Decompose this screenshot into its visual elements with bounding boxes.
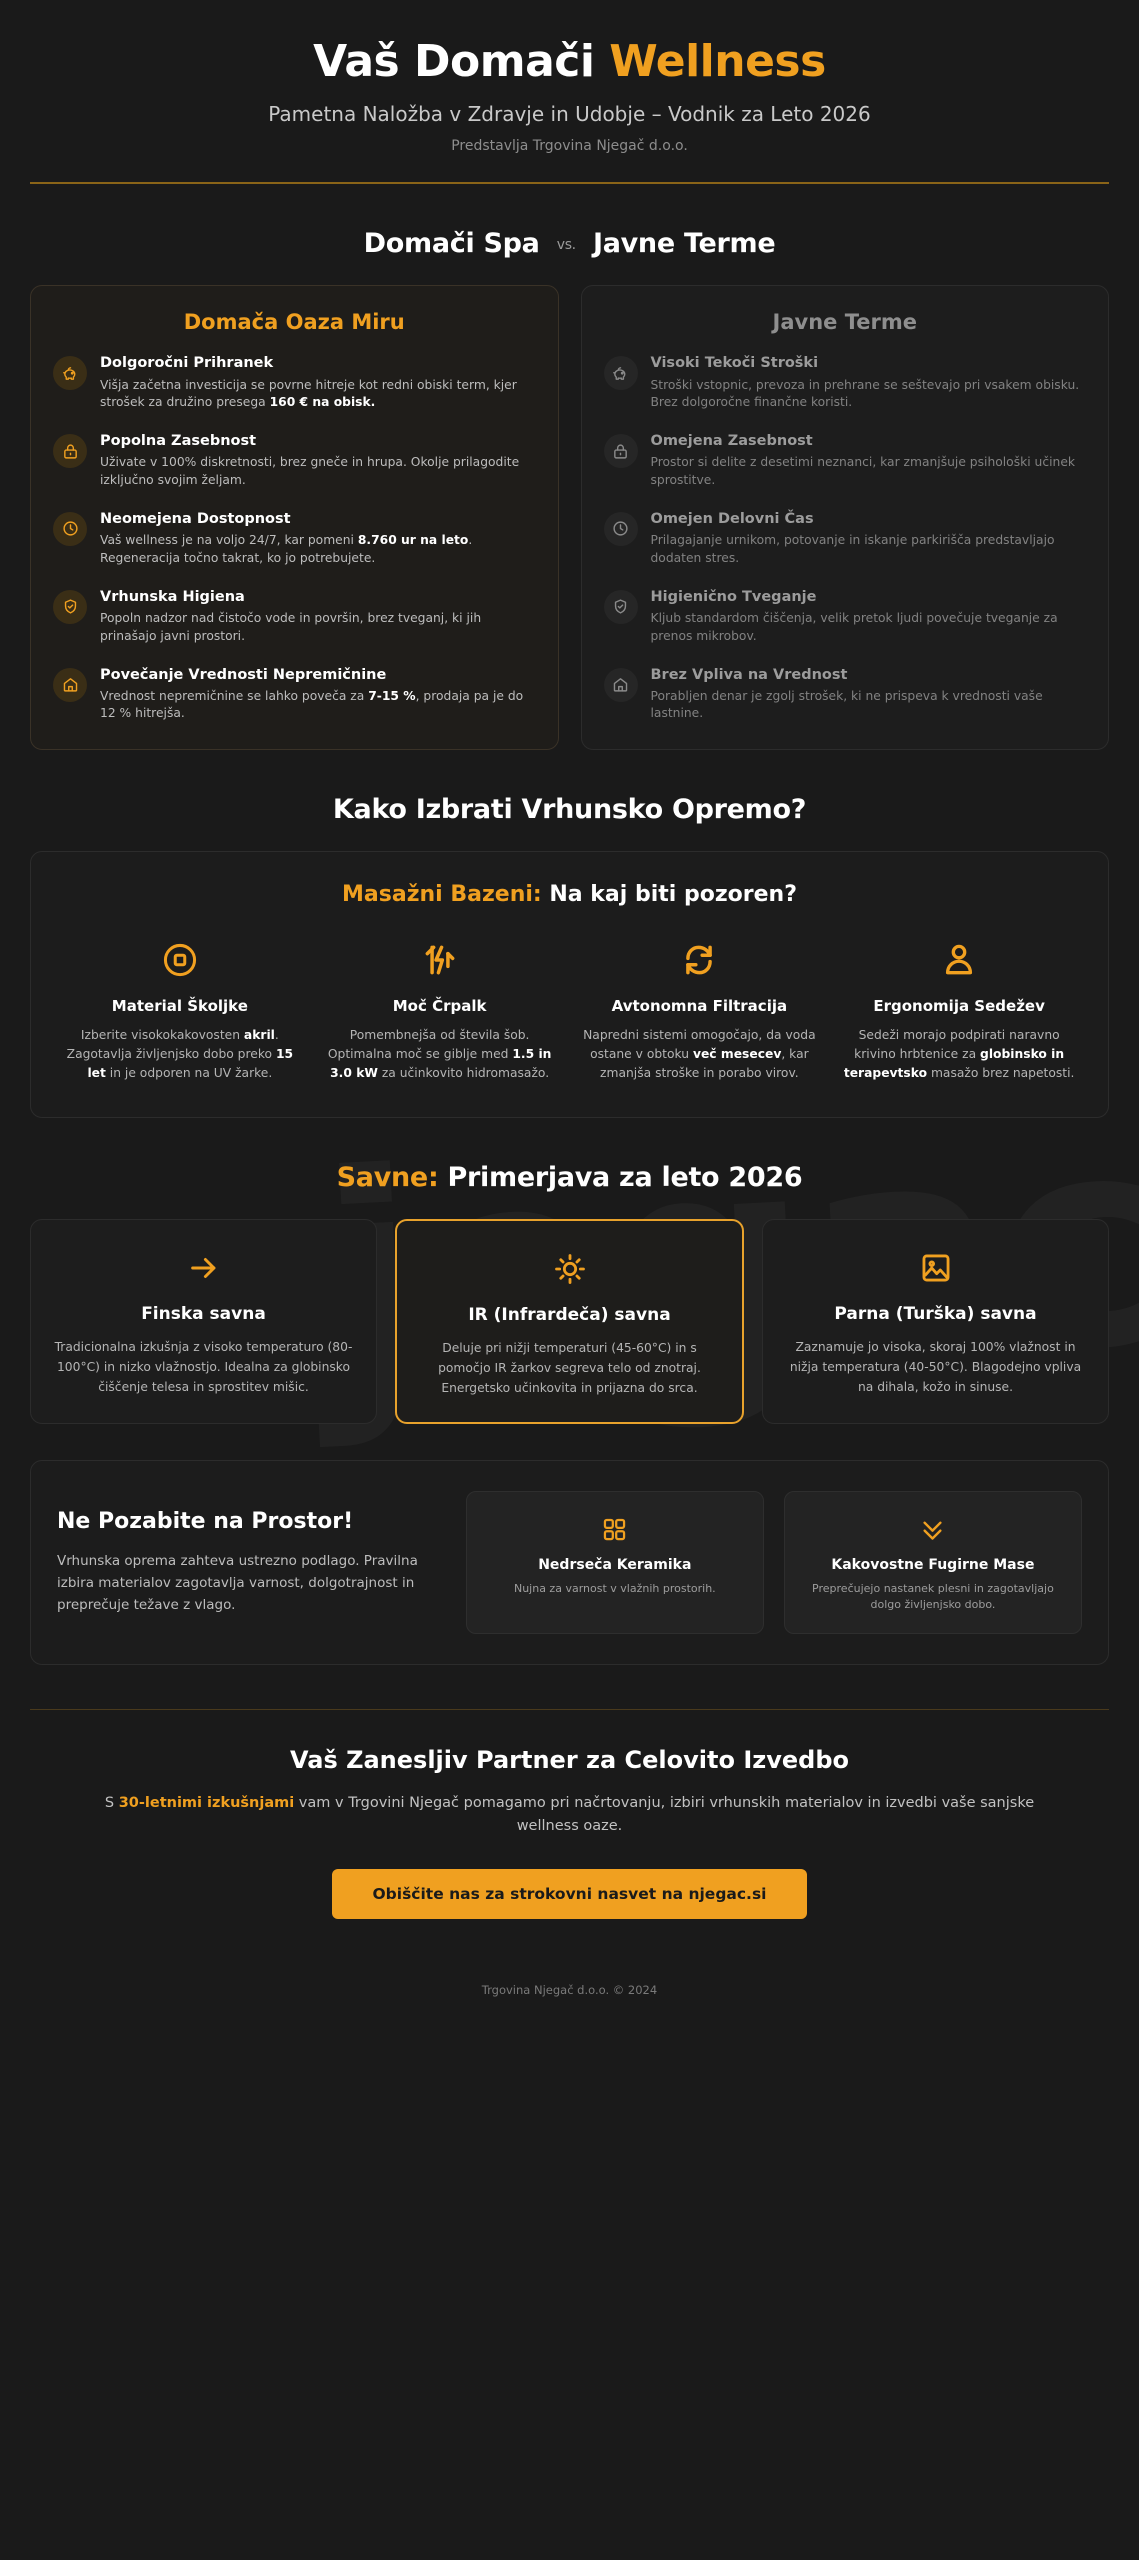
sauna-card-infrared[interactable]: [395, 1219, 744, 1424]
clock-icon: [604, 512, 638, 546]
list-item-title: Brez Vpliva na Vrednost: [650, 666, 848, 683]
desc-part-2: za učinkovito hidromasažo.: [377, 1066, 550, 1081]
sauna-title: Finska savna: [141, 1304, 266, 1325]
feature-filtration: [577, 937, 823, 1083]
list-item-title: Neomejena Dostopnost: [100, 510, 291, 527]
list-item-title: Dolgoročni Prihranek: [100, 355, 274, 372]
desc-part-2: masažo brez napetosti.: [927, 1066, 1075, 1081]
compare-heading: [30, 228, 1109, 259]
sauna-row: [30, 1219, 1109, 1424]
desc-part-1: Pomembnejša od števila šob. Optimalna moč se giblje med: [327, 1028, 530, 1062]
list-item-desc: Porabljen denar je zgolj strošek, ki ne prispeva k vrednosti vaše lastnine.: [650, 688, 1043, 721]
list-item-title: Vrhunska Higiena: [100, 588, 245, 605]
desc-bold: 8.760 ur na leto: [357, 533, 469, 548]
power-bolt-icon: [323, 937, 557, 983]
compare-heading-left: Domači Spa: [363, 228, 540, 260]
space-panel: [30, 1460, 1109, 1665]
shield-check-icon: [604, 590, 638, 624]
list-item-title: Omejen Delovni Čas: [650, 510, 814, 527]
sauna-heading-accent: Savne:: [336, 1162, 439, 1194]
refresh-cycle-icon: [583, 937, 817, 983]
feature-title: Material Školjke: [111, 997, 248, 1016]
list-item: [604, 588, 1087, 646]
desc-bold-1: globinsko in terapevtsko: [843, 1047, 1065, 1081]
piggy-bank-icon: [53, 356, 87, 390]
desc-part-1: Napredni sistemi omogočajo, da voda ostane v obtoku: [583, 1028, 816, 1062]
list-item: [53, 432, 536, 490]
footer-lead: [90, 1792, 1049, 1838]
space-title: Ne Pozabite na Prostor!: [57, 1508, 354, 1534]
home-icon: [53, 668, 87, 702]
desc-part-3: in je odporen na UV žarke.: [105, 1066, 273, 1081]
list-item-desc: [100, 688, 536, 724]
material-square-circle-icon: [63, 937, 297, 983]
desc-bold-1: več mesecev: [692, 1047, 782, 1062]
feature-title: Moč Črpalk: [392, 997, 487, 1016]
grid-tiles-icon: [481, 1512, 749, 1546]
space-desc: Vrhunska oprema zahteva ustrezno podlago. Pravilna izbira materialov zagotavlja varnost, dolgotrajnost in preprečuje težave z vlago.: [57, 1552, 418, 1614]
lock-icon: [604, 434, 638, 468]
hero-presenter: Predstavlja Trgovina Njegač d.o.o.: [451, 138, 688, 155]
image-picture-icon: [783, 1246, 1088, 1290]
list-item-title: Visoki Tekoči Stroški: [650, 355, 819, 372]
piggy-bank-icon: [604, 356, 638, 390]
list-item-desc: [100, 377, 536, 413]
feature-desc: [63, 1026, 297, 1083]
clock-icon: [53, 512, 87, 546]
sauna-desc: Tradicionalna izkušnja z visoko temperaturo (80-100°C) in nizko vlažnostjo. Idealna za globinsko čiščenje telesa in sprostitev mišic.: [54, 1340, 353, 1394]
panel-title-accent: Masažni Bazeni:: [342, 882, 542, 908]
lock-icon: [53, 434, 87, 468]
user-person-icon: [842, 937, 1076, 983]
feature-ergonomics: [836, 937, 1082, 1083]
feature-title: Avtonomna Filtracija: [611, 997, 788, 1016]
feature-desc: [842, 1026, 1076, 1083]
comparison-card-title: Javne Terme: [772, 310, 917, 335]
desc-part-2: , kar zmanjša stroške in porabo virov.: [600, 1047, 809, 1081]
equipment-heading: Kako Izbrati Vrhunsko Opremo?: [332, 794, 807, 826]
feature-desc: [583, 1026, 817, 1083]
hero-subtitle: Pametna Naložba v Zdravje in Udobje – Vodnik za Leto 2026: [268, 102, 871, 127]
mini-card-title: Nedrseča Keramika: [538, 1557, 692, 1574]
hero-divider: [30, 182, 1109, 184]
footer-lead-bold: 30-letnimi izkušnjami: [118, 1795, 295, 1812]
mini-card-ceramic: [466, 1491, 764, 1634]
list-item: [53, 354, 536, 412]
list-item-desc: [100, 610, 536, 646]
list-item-desc: [100, 454, 536, 490]
desc-part-1: Sedeži morajo podpirati naravno krivino hrbtenice za: [854, 1028, 1060, 1062]
list-item-title: Higienično Tveganje: [650, 588, 817, 605]
list-item-desc: Prostor si delite z desetimi neznanci, kar zmanjšuje psihološki učinek sprostitve.: [650, 455, 1076, 488]
comparison-card-title: Domača Oaza Miru: [183, 310, 405, 335]
sauna-title: Parna (Turška) savna: [834, 1304, 1037, 1325]
sauna-desc: Deluje pri nižji temperaturi (45-60°C) in s pomočjo IR žarkov segreva telo od znotraj. Energetsko učinkovita in prijazna do srca.: [438, 1341, 701, 1395]
footer-cta-section: [30, 1710, 1109, 1948]
list-item: [53, 588, 536, 646]
space-text-block: [57, 1491, 446, 1634]
list-item-title: Popolna Zasebnost: [100, 433, 257, 450]
desc-bold: 7-15 %: [368, 688, 416, 703]
panel-title: [57, 882, 1082, 907]
mini-card-desc: Nujna za varnost v vlažnih prostorih.: [513, 1582, 716, 1596]
sun-icon: [417, 1247, 722, 1291]
list-item: [53, 666, 536, 724]
list-item: [604, 354, 1087, 412]
sauna-heading: [30, 1162, 1109, 1193]
desc-part-1: Vrednost nepremičnine se lahko poveča za: [100, 688, 369, 703]
home-icon: [604, 668, 638, 702]
mini-card-desc: Preprečujejo nastanek plesni in zagotavljajo dolgo življenjsko dobo.: [812, 1582, 1054, 1612]
desc-part-1: Vaš wellness je na voljo 24/7, kar pomeni: [100, 533, 358, 548]
page-title-accent: Wellness: [609, 36, 826, 87]
sauna-card-finnish[interactable]: [30, 1219, 377, 1424]
sauna-heading-rest: Primerjava za leto 2026: [438, 1162, 803, 1194]
list-item-desc: Prilagajanje urnikom, potovanje in iskanje parkirišča predstavljajo dodaten stres.: [650, 533, 1055, 565]
desc-part-2: , prodaja pa je do 12 % hitrejša.: [100, 688, 524, 721]
visit-site-button[interactable]: Obiščite nas za strokovni nasvet na njegac.si: [332, 1869, 806, 1919]
mini-card-title: Kakovostne Fugirne Mase: [831, 1557, 1035, 1574]
arrow-right-icon: [51, 1246, 356, 1290]
panel-title-rest: Na kaj biti pozoren?: [541, 882, 797, 908]
desc-part-1: Popoln nadzor nad čistočo vode in površin, brez tveganj, ki jih prinašajo javni prostori.: [100, 610, 482, 643]
shield-check-icon: [53, 590, 87, 624]
feature-row: [57, 937, 1082, 1083]
desc-part-1: Izberite visokokakovosten: [80, 1028, 244, 1043]
list-item: [604, 666, 1087, 724]
footer-title: Vaš Zanesljiv Partner za Celovito Izvedbo: [289, 1746, 849, 1775]
desc-bold-1: akril: [243, 1028, 275, 1043]
massage-pool-panel: [30, 851, 1109, 1118]
feature-title: Ergonomija Sedežev: [873, 997, 1045, 1016]
list-item-desc: Kljub standardom čiščenja, velik pretok ljudi povečuje tveganje za prenos mikrobov.: [650, 610, 1058, 643]
compare-heading-vs: vs.: [556, 236, 576, 253]
list-item: [53, 510, 536, 568]
desc-part-2: . Regeneracija točno takrat, ko jo potrebujete.: [100, 533, 473, 565]
hero-section: [30, 0, 1109, 184]
desc-part-2: . Zagotavlja življenjsko dobo preko: [66, 1028, 279, 1062]
list-item-title: Omejena Zasebnost: [650, 433, 813, 450]
list-item-desc: [100, 532, 536, 568]
sauna-desc: Zaznamuje jo visoka, skoraj 100% vlažnost in nižja temperatura (40-50°C). Blagodejno vpliva na dihala, kožo in sinuse.: [789, 1340, 1082, 1394]
page-title: [30, 38, 1109, 86]
footer-lead-part-1: S: [104, 1795, 119, 1812]
compare-heading-right: Javne Terme: [592, 228, 776, 260]
list-item: [604, 432, 1087, 490]
comparison-grid: [30, 285, 1109, 750]
list-item: [604, 510, 1087, 568]
desc-part-1: Višja začetna investicija se povrne hitreje kot redni obiski term, kjer strošek za družino presega: [100, 377, 517, 410]
mini-card-grout: [784, 1491, 1082, 1634]
feature-pump-power: [317, 937, 563, 1083]
sauna-card-steam[interactable]: [762, 1219, 1109, 1424]
copyright-text: Trgovina Njegač d.o.o. © 2024: [481, 1982, 658, 1997]
comparison-card-home-spa: [30, 285, 559, 750]
feature-material: [57, 937, 303, 1083]
desc-bold-1: 1.5 in 3.0 kW: [330, 1047, 552, 1081]
feature-desc: [323, 1026, 557, 1083]
sauna-title: IR (Infrardeča) savna: [468, 1305, 671, 1326]
list-item-title: Povečanje Vrednosti Nepremičnine: [100, 666, 387, 683]
desc-bold-2: 15 let: [87, 1047, 294, 1081]
desc-part-1: Uživate v 100% diskretnosti, brez gneče in hrupa. Okolje prilagodite izključno svojim željam.: [100, 455, 520, 488]
list-item-desc: Stroški vstopnic, prevoza in prehrane se seštevajo pri vsakem obisku. Brez dolgoročne finančne koristi.: [650, 377, 1080, 410]
footer-lead-part-2: vam v Trgovini Njegač pomagamo pri načrtovanju, izbiri vrhunskih materialov in izvedbi vaše sanjske wellness oaze.: [294, 1795, 1035, 1835]
desc-bold: 160 € na obisk.: [269, 395, 376, 410]
comparison-card-public-spa: [581, 285, 1110, 750]
page-title-plain: Vaš Domači: [313, 36, 610, 87]
chevrons-down-icon: [799, 1512, 1067, 1546]
